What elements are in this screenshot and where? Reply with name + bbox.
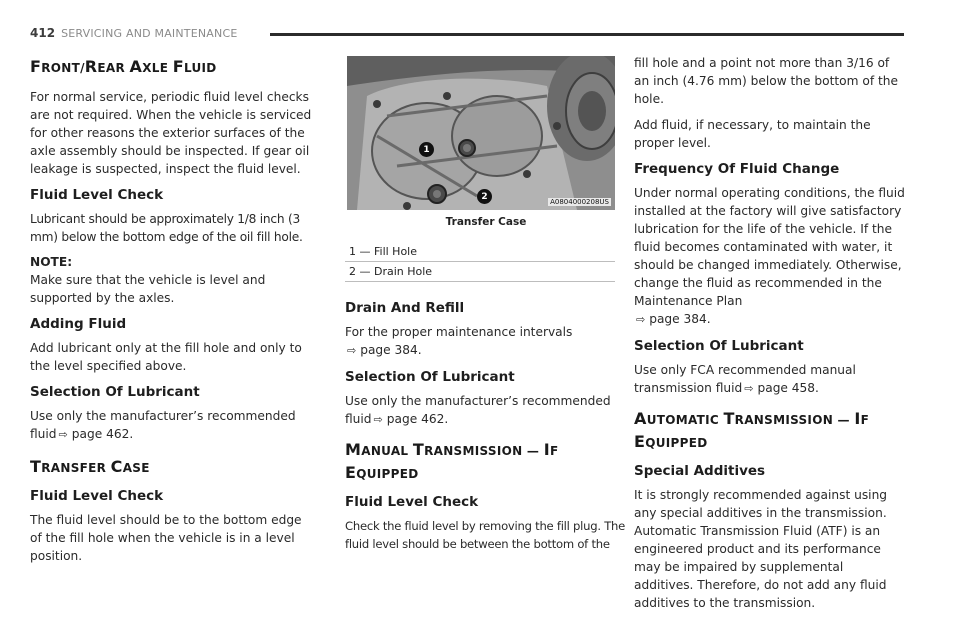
page-reference-arrow-icon: ⇨ <box>636 313 646 326</box>
heading-selection-of-lubricant: Selection Of Lubricant <box>634 338 804 354</box>
heading-adding-fluid: Adding Fluid <box>30 316 127 332</box>
heading-front-rear-axle-fluid: FRONT/REAR AXLE FLUID <box>30 57 217 76</box>
page-reference-arrow-icon: ⇨ <box>58 428 68 441</box>
axle-intro-paragraph: For normal service, periodic fluid level checks are not required. When the vehicle is serviced for other reasons the exterior surfaces of the axle assembly should be inspected. If gear oil leakage is suspected, inspect the fluid level. <box>30 90 312 176</box>
column-3 <box>634 56 906 620</box>
legend-row-drain-hole: 2 — Drain Hole <box>345 262 615 282</box>
additives-paragraph: It is strongly recommended against using any special additives in the transmission. Automatic Transmission Fluid (ATF) is an engineered product and its performance may be impaired by supplemental additives. Therefore, do not add any fluid additives to the transmission. <box>634 488 888 610</box>
note-label: NOTE: <box>30 255 73 269</box>
selection-paragraph: Use only the manufacturer’s recommended fluid ⇨ page 462. <box>345 392 627 429</box>
heading-special-additives: Special Additives <box>634 463 766 479</box>
heading-automatic-transmission: AUTOMATIC TRANSMISSION — IF EQUIPPED <box>634 409 870 451</box>
add-fluid-paragraph: Add fluid, if necessary, to maintain the proper level. <box>634 118 871 150</box>
column-2 <box>345 56 627 561</box>
selection-paragraph: Use only FCA recommended manual transmission fluid ⇨ page 458. <box>634 361 906 398</box>
heading-drain-and-refill: Drain And Refill <box>345 300 465 316</box>
section-name: SERVICING AND MAINTENANCE <box>61 26 238 40</box>
column-1 <box>30 56 312 573</box>
frequency-paragraph: Under normal operating conditions, the fluid installed at the factory will give satisfactory lubrication for the life of the vehicle. If the fluid becomes contaminated with water, it should be changed immediately. Otherwise, change the fluid as recommended in the Maintenance Plan ⇨ page 384. <box>634 184 906 329</box>
page-header <box>30 26 237 40</box>
page-reference-link[interactable]: page 462. <box>71 427 134 441</box>
heading-selection-of-lubricant: Selection Of Lubricant <box>345 369 515 385</box>
adding-fluid-paragraph: Add lubricant only at the fill hole and only to the level specified above. <box>30 341 302 373</box>
selection-paragraph: Use only the manufacturer’s recommended fluid ⇨ page 462. <box>30 407 312 444</box>
manual-fluid-level-paragraph: Check the fluid level by removing the fill plug. The fluid level should be between the bottom of the <box>345 519 626 551</box>
page-reference-arrow-icon: ⇨ <box>373 413 383 426</box>
heading-transfer-fluid-level-check: Fluid Level Check <box>30 488 164 504</box>
transfer-case-figure <box>347 56 615 210</box>
heading-fluid-level-check: Fluid Level Check <box>30 187 164 203</box>
page-reference-link[interactable]: page 458. <box>757 381 819 395</box>
note-paragraph: Make sure that the vehicle is level and supported by the axles. <box>30 273 266 305</box>
heading-manual-transmission: MANUAL TRANSMISSION — IF EQUIPPED <box>345 440 559 482</box>
callout-2-drain-hole: 2 <box>477 189 492 204</box>
legend-row-fill-hole: 1 — Fill Hole <box>345 242 615 262</box>
heading-manual-fluid-level-check: Fluid Level Check <box>345 494 479 510</box>
transfer-fluid-level-paragraph: The fluid level should be to the bottom edge of the fill hole when the vehicle is in a level position. <box>30 513 302 563</box>
figure-caption: Transfer Case <box>445 216 527 228</box>
continued-paragraph: fill hole and a point not more than 3/16 of an inch (4.76 mm) below the bottom of the hole. <box>634 56 898 106</box>
heading-frequency-of-fluid-change: Frequency Of Fluid Change <box>634 161 840 177</box>
page-number: 412 <box>30 26 56 40</box>
figure-id: A0804000208US <box>550 198 609 206</box>
callout-1-fill-hole: 1 <box>419 142 434 157</box>
page-reference-link[interactable]: page 462. <box>386 412 449 426</box>
heading-transfer-case: TRANSFER CASE <box>30 457 150 476</box>
heading-selection-of-lubricant: Selection Of Lubricant <box>30 384 200 400</box>
page-reference-link[interactable]: page 384. <box>360 343 422 357</box>
header-rule <box>270 33 904 36</box>
drain-paragraph: For the proper maintenance intervals ⇨ page 384. <box>345 323 627 360</box>
transfer-case-illustration <box>347 56 615 210</box>
page-reference-arrow-icon: ⇨ <box>347 344 357 357</box>
page-reference-arrow-icon: ⇨ <box>744 382 754 395</box>
page-reference-link[interactable]: page 384. <box>649 312 711 326</box>
fluid-level-paragraph: Lubricant should be approximately 1/8 inch (3 mm) below the bottom edge of the oil fill hole. <box>30 212 303 244</box>
